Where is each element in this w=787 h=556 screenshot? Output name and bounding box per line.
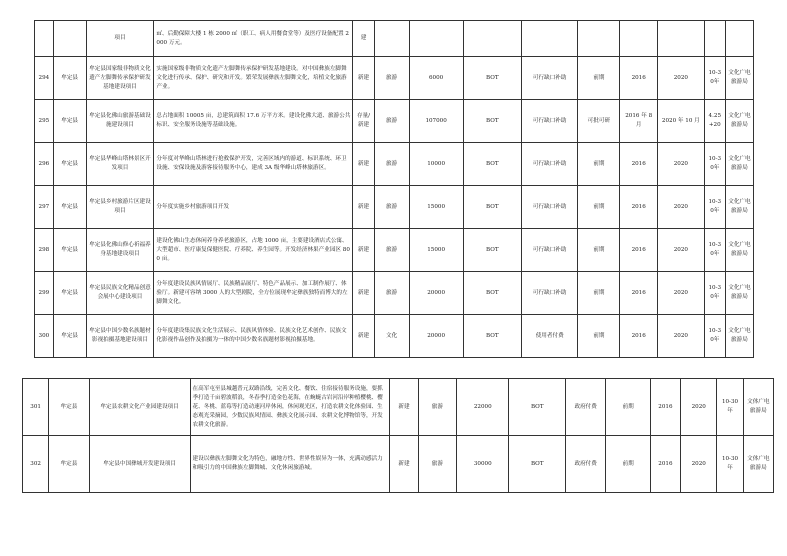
cell-no: 294 bbox=[35, 57, 54, 100]
table-row-continuation bbox=[35, 21, 754, 57]
cell-source: 可行缺口补助 bbox=[522, 100, 578, 143]
cell-no: 300 bbox=[35, 315, 54, 358]
cell-dept: 文体广电旅游局 bbox=[743, 436, 773, 493]
cell-county: 牟定县 bbox=[53, 315, 86, 358]
cell-mode: BOT bbox=[463, 186, 522, 229]
cell-start: 2016 年 8 月 bbox=[620, 100, 657, 143]
cell-invest: 107000 bbox=[409, 100, 463, 143]
table-row bbox=[35, 272, 754, 315]
cell-source: 可行缺口补助 bbox=[522, 143, 578, 186]
cell-industry: 旅游 bbox=[418, 436, 456, 493]
cell-county: 牟定县 bbox=[53, 229, 86, 272]
cell-industry: 旅游 bbox=[374, 186, 409, 229]
cell-desc: 建设化佛山生态休闲养身养老旅游区，占地 1000 亩，主要建设酒店式公寓、大型超市、医疗康复保健医院、疗养院、养生园等。开发经济林果产业园区 800 亩。 bbox=[154, 229, 353, 272]
cell-type: 新建 bbox=[353, 186, 374, 229]
cell-desc: 总占地面积 10005 亩，总建筑面积 17.6 万平方米。建设化佛大道、旅游公共标识、安全服务设施等基础设施。 bbox=[154, 100, 353, 143]
cell-dept: 文化广电旅游局 bbox=[725, 272, 753, 315]
cell-industry: 旅游 bbox=[418, 379, 456, 436]
cell-period: 10-30年 bbox=[704, 186, 725, 229]
cell-type: 新建 bbox=[353, 229, 374, 272]
cell-period: 10-30年 bbox=[717, 436, 743, 493]
cell-county: 牟定县 bbox=[53, 272, 86, 315]
cell-industry: 旅游 bbox=[374, 143, 409, 186]
cell-source bbox=[522, 21, 578, 57]
cell-start: 2016 bbox=[650, 379, 680, 436]
cell-desc: 在高军屯至县城越普元双路沿线，完善文化、餐饮、住宿接待服务设施，要抓季打造千亩碧波稻浪，冬春季打造金色花海，在蜿蜒古岩河沿岸种植樱桃、樱花、冬桃、蓝莓等打造动速河岸休闲，休闲观光区，打造农耕文化体验园、生态观光采摘园，少数民族风情园、彝族文化展示园、农耕文化博物馆等，开发农耕文化旅游。 bbox=[190, 379, 390, 436]
cell-name: 牟定县乡村旅游片区建设项目 bbox=[86, 186, 154, 229]
cell-source: 可行缺口补助 bbox=[522, 272, 578, 315]
cell-dept: 文化广电旅游局 bbox=[725, 186, 753, 229]
table-row bbox=[23, 436, 774, 493]
cell-invest: 15000 bbox=[409, 229, 463, 272]
cell-start: 2016 bbox=[620, 186, 657, 229]
cell-period: 10-30年 bbox=[704, 272, 725, 315]
cell-type: 存量/新建 bbox=[353, 100, 374, 143]
cell-desc: 分年度建设民族风情展厅、民族精品展厅、特色产品展示、加工制作展厅、体验厅。新建可容纳 3000 人的大型剧院，全方位展现牟定彝族独特而博大的左脚舞文化。 bbox=[154, 272, 353, 315]
cell-end: 2020 bbox=[657, 186, 704, 229]
project-table-lower bbox=[22, 378, 774, 493]
cell-desc: 分年度对华峰山塔林进行抢救保护开发，完善区域内的游道、标识系统、环卫设施、安保设施及游客接待服务中心，建成 3A 级华峰山塔林旅游区。 bbox=[154, 143, 353, 186]
cell-invest: 22000 bbox=[457, 379, 509, 436]
cell-no: 299 bbox=[35, 272, 54, 315]
cell-mode: BOT bbox=[509, 436, 566, 493]
cell-source: 政府付费 bbox=[566, 379, 606, 436]
cell-period: 10-30年 bbox=[717, 379, 743, 436]
cell-type: 新建 bbox=[390, 436, 418, 493]
cell-period: 4.25+20 bbox=[704, 100, 725, 143]
cell-start: 2016 bbox=[620, 229, 657, 272]
cell-end: 2020 bbox=[681, 379, 717, 436]
cell-source: 可行缺口补助 bbox=[522, 57, 578, 100]
cell-stage: 前期 bbox=[578, 186, 620, 229]
table-body bbox=[23, 379, 774, 493]
cell-invest: 30000 bbox=[457, 436, 509, 493]
cell-county: 牟定县 bbox=[49, 436, 89, 493]
cell-period bbox=[704, 21, 725, 57]
cell-desc: 建设以彝族左脚舞文化为特色，融地方性、世界性娱异为一体，充满动感活力和吸引力的中国彝族左脚舞城、文化休闲旅游城。 bbox=[190, 436, 390, 493]
cell-invest: 15000 bbox=[409, 186, 463, 229]
cell-name: 牟定县化佛山旅游基础设施建设项目 bbox=[86, 100, 154, 143]
cell-source: 可行缺口补助 bbox=[522, 229, 578, 272]
cell-stage: 可批可研 bbox=[578, 100, 620, 143]
cell-name: 牟定县农耕文化产业园建设项目 bbox=[89, 379, 190, 436]
cell-type: 新建 bbox=[390, 379, 418, 436]
cell-desc: 实施国家级非物质文化遗产左脚舞传承保护研发基地建设。对中国彝族左脚舞文化进行传承、保护、研究和开发。繁荣发展彝族左脚舞文化，培植文化旅游产业。 bbox=[154, 57, 353, 100]
cell-desc: 分年度实施乡村旅游项目开发 bbox=[154, 186, 353, 229]
cell-period: 10-30年 bbox=[704, 229, 725, 272]
table-row bbox=[23, 379, 774, 436]
cell-county: 牟定县 bbox=[53, 57, 86, 100]
cell-no: 298 bbox=[35, 229, 54, 272]
cell-source: 使用者付费 bbox=[522, 315, 578, 358]
cell-stage: 前期 bbox=[578, 229, 620, 272]
cell-name: 牟定县中国少数名族题材影视拍摄基地建设项目 bbox=[86, 315, 154, 358]
cell-desc: 分年度建设集民族文化生活展示、民族风情体验、民族文化艺术创作、民族文化影视作品创作及拍摄为一体的中国少数名族题材影视拍摄基地。 bbox=[154, 315, 353, 358]
cell-no: 295 bbox=[35, 100, 54, 143]
cell-industry: 旅游 bbox=[374, 57, 409, 100]
cell-stage: 前期 bbox=[578, 57, 620, 100]
project-table-upper bbox=[34, 20, 754, 358]
cell-name: 牟定县民族文化精品创意会展中心建设项目 bbox=[86, 272, 154, 315]
cell-stage: 前期 bbox=[578, 143, 620, 186]
cell-end: 2020 bbox=[657, 143, 704, 186]
table-row bbox=[35, 186, 754, 229]
cell-county: 牟定县 bbox=[53, 143, 86, 186]
table-row bbox=[35, 57, 754, 100]
table-row bbox=[35, 229, 754, 272]
table-row bbox=[35, 315, 754, 358]
cell-invest: 10000 bbox=[409, 143, 463, 186]
cell-no bbox=[35, 21, 54, 57]
cell-start: 2016 bbox=[650, 436, 680, 493]
cell-county: 牟定县 bbox=[53, 186, 86, 229]
cell-industry: 旅游 bbox=[374, 229, 409, 272]
cell-invest: 20000 bbox=[409, 315, 463, 358]
cell-invest: 20000 bbox=[409, 272, 463, 315]
cell-county: 牟定县 bbox=[49, 379, 89, 436]
cell-no: 296 bbox=[35, 143, 54, 186]
table-row bbox=[35, 143, 754, 186]
cell-industry: 文化 bbox=[374, 315, 409, 358]
cell-mode bbox=[463, 21, 522, 57]
cell-dept: 文化广电旅游局 bbox=[725, 315, 753, 358]
cell-mode: BOT bbox=[463, 272, 522, 315]
cell-period: 10-30年 bbox=[704, 143, 725, 186]
cell-end bbox=[657, 21, 704, 57]
cell-end: 2020 bbox=[657, 272, 704, 315]
cell-start bbox=[620, 21, 657, 57]
cell-start: 2016 bbox=[620, 57, 657, 100]
cell-no: 302 bbox=[23, 436, 49, 493]
cell-type: 新建 bbox=[353, 143, 374, 186]
cell-period: 10-30年 bbox=[704, 57, 725, 100]
cell-county: 牟定县 bbox=[53, 100, 86, 143]
cell-type: 新建 bbox=[353, 272, 374, 315]
cell-period: 10-30年 bbox=[704, 315, 725, 358]
cell-dept: 文化广电旅游局 bbox=[725, 57, 753, 100]
cell-type: 建 bbox=[353, 21, 374, 57]
cell-mode: BOT bbox=[509, 379, 566, 436]
cell-no: 297 bbox=[35, 186, 54, 229]
table-row bbox=[35, 100, 754, 143]
table-body bbox=[35, 21, 754, 358]
cell-industry: 旅游 bbox=[374, 100, 409, 143]
cell-name: 牟定县化佛山修心祈福养身基地建设项目 bbox=[86, 229, 154, 272]
cell-name: 牟定县中国彝城开发建设项目 bbox=[89, 436, 190, 493]
cell-end: 2020 年 10 月 bbox=[657, 100, 704, 143]
cell-stage: 前期 bbox=[606, 379, 650, 436]
cell-desc: ㎡、后勤保障大楼 1 栋 2000 ㎡（职工、病人用餐食堂等）及医疗设备配置 2000 万元。 bbox=[154, 21, 353, 57]
cell-name: 牟定县国家级非物质文化遗产左脚舞传承保护研发基地建设项目 bbox=[86, 57, 154, 100]
cell-start: 2016 bbox=[620, 315, 657, 358]
cell-name: 牟定县华峰山塔林景区开发项目 bbox=[86, 143, 154, 186]
cell-dept: 文化广电旅游局 bbox=[725, 229, 753, 272]
cell-mode: BOT bbox=[463, 57, 522, 100]
cell-type: 新建 bbox=[353, 315, 374, 358]
cell-stage: 前期 bbox=[606, 436, 650, 493]
cell-invest bbox=[409, 21, 463, 57]
cell-source: 可行缺口补助 bbox=[522, 186, 578, 229]
cell-end: 2020 bbox=[657, 57, 704, 100]
cell-industry bbox=[374, 21, 409, 57]
cell-stage: 前期 bbox=[578, 315, 620, 358]
cell-mode: BOT bbox=[463, 229, 522, 272]
cell-county bbox=[53, 21, 86, 57]
cell-stage bbox=[578, 21, 620, 57]
cell-mode: BOT bbox=[463, 143, 522, 186]
cell-dept bbox=[725, 21, 753, 57]
cell-end: 2020 bbox=[657, 315, 704, 358]
cell-dept: 文体广电旅游局 bbox=[743, 379, 773, 436]
cell-start: 2016 bbox=[620, 272, 657, 315]
cell-mode: BOT bbox=[463, 315, 522, 358]
cell-type: 新建 bbox=[353, 57, 374, 100]
cell-source: 政府付费 bbox=[566, 436, 606, 493]
cell-no: 301 bbox=[23, 379, 49, 436]
cell-invest: 6000 bbox=[409, 57, 463, 100]
cell-dept: 文化广电旅游局 bbox=[725, 100, 753, 143]
cell-dept: 文化广电旅游局 bbox=[725, 143, 753, 186]
cell-start: 2016 bbox=[620, 143, 657, 186]
cell-end: 2020 bbox=[681, 436, 717, 493]
cell-end: 2020 bbox=[657, 229, 704, 272]
cell-mode: BOT bbox=[463, 100, 522, 143]
cell-industry: 旅游 bbox=[374, 272, 409, 315]
cell-stage: 前期 bbox=[578, 272, 620, 315]
cell-name: 项目 bbox=[86, 21, 154, 57]
